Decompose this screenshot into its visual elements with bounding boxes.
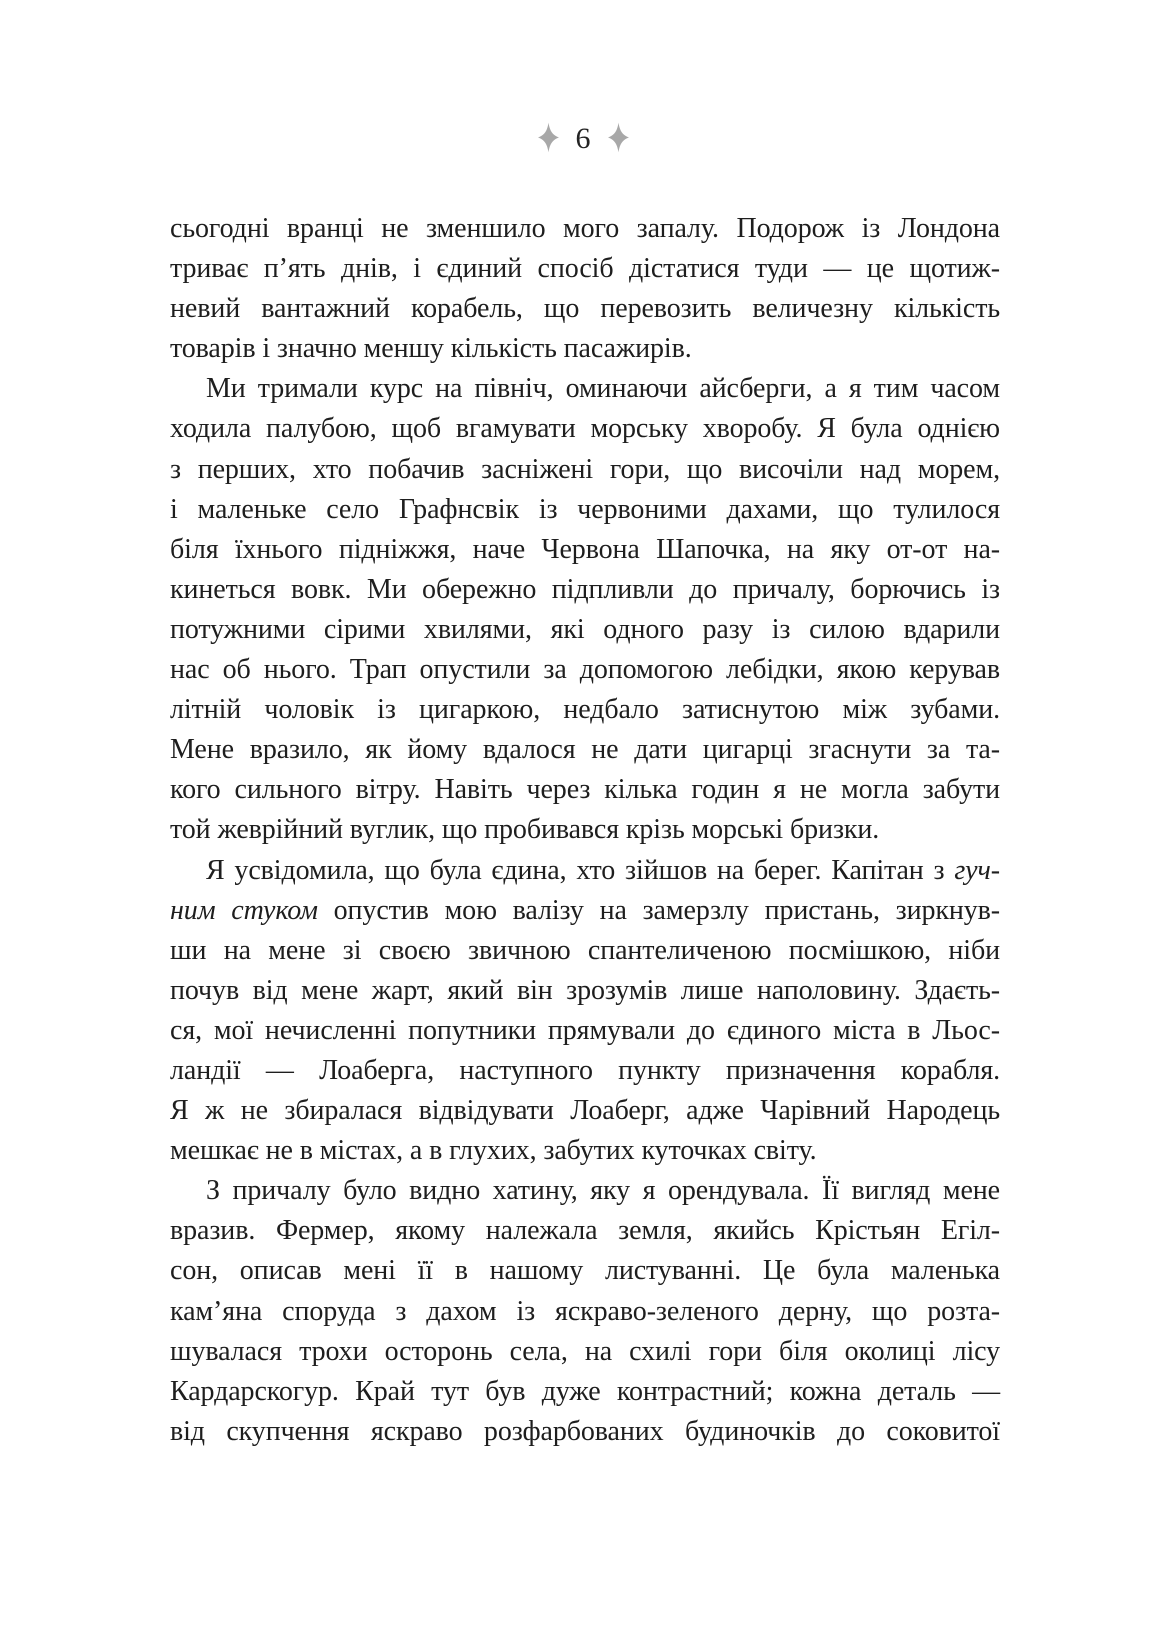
text-line	[170, 490, 1000, 530]
text-line	[170, 810, 1000, 850]
body-text: той жеврійний вуглик, що пробивався крізь морські бризки.	[170, 814, 880, 846]
text-line	[170, 1091, 1000, 1131]
body-text: Кардарскогур. Край тут був дуже контрастний; кожна деталь —	[170, 1375, 1000, 1407]
body-text: літній чоловік із цигаркою, недбало затиснутою між зубами.	[170, 694, 1000, 726]
body-text: мешкає не в містах, а в глухих, забутих куточках світу.	[170, 1135, 817, 1167]
body-text: з перших, хто побачив засніжені гори, що височіли над морем,	[170, 453, 1000, 485]
text-line	[170, 409, 1000, 449]
text-line	[170, 931, 1000, 971]
body-text: сон, описав мені її в нашому листуванні. Це була маленька	[170, 1255, 1000, 1287]
body-text: ландії — Лоаберга, наступного пункту призначення корабля.	[170, 1054, 1000, 1086]
text-line	[170, 1251, 1000, 1291]
text-line	[170, 891, 1000, 931]
text-line	[170, 249, 1000, 289]
text-line	[170, 1332, 1000, 1372]
body-text: Я ж не збиралася відвідувати Лоаберг, адже Чарівний Народець	[170, 1095, 1000, 1127]
text-line	[170, 369, 1000, 409]
page-body	[170, 209, 1000, 1452]
text-line	[170, 730, 1000, 770]
text-line	[170, 1051, 1000, 1091]
body-text: біля їхнього підніжжя, наче Червона Шапочка, на яку от-от на-	[170, 533, 1000, 565]
body-text: і маленьке село Графнсвік із червоними дахами, що тулилося	[170, 493, 1000, 525]
body-text: вразив. Фермер, якому належала земля, якийсь Крістьян Егіл-	[170, 1215, 1000, 1247]
body-text: невий вантажний корабель, що перевозить величезну кількість	[170, 293, 1000, 325]
body-text: почув від мене жарт, який він зрозумів лише наполовину. Здаєть-	[170, 974, 1000, 1006]
body-text: шувалася трохи осторонь села, на схилі гори біля околиці лісу	[170, 1335, 1000, 1367]
body-text: ся, мої нечисленні попутники прямували до єдиного міста в Льос-	[170, 1014, 1000, 1046]
text-line	[170, 209, 1000, 249]
text-line	[170, 770, 1000, 810]
text-line	[170, 1011, 1000, 1051]
star-left-icon	[538, 122, 559, 153]
text-line	[170, 851, 1000, 891]
text-line	[170, 1412, 1000, 1452]
text-line	[170, 650, 1000, 690]
text-line	[170, 530, 1000, 570]
body-text: товарів і значно меншу кількість пасажирів.	[170, 333, 692, 365]
text-line	[170, 450, 1000, 490]
body-text: З причалу було видно хатину, яку я орендувала. Її вигляд мене	[206, 1175, 1000, 1207]
body-text: кого сильного вітру. Навіть через кілька годин я не могла забути	[170, 774, 1000, 806]
body-text: від скупчення яскраво розфарбованих будиночків до соковитої	[170, 1415, 1000, 1447]
star-right-icon	[608, 122, 629, 153]
page-header	[0, 121, 1166, 154]
text-line	[170, 1131, 1000, 1171]
text-line	[170, 570, 1000, 610]
body-text: Ми тримали курс на північ, оминаючи айсберги, а я тим часом	[206, 373, 1000, 405]
body-text: кам’яна споруда з дахом із яскраво-зеленого дерну, що розта-	[170, 1295, 1000, 1327]
text-line	[170, 1292, 1000, 1332]
text-line	[170, 971, 1000, 1011]
page-number: 6	[575, 122, 591, 155]
text-line	[170, 690, 1000, 730]
text-line	[170, 289, 1000, 329]
italic-text: ним стуком	[170, 894, 318, 926]
body-text: сьогодні вранці не зменшило мого запалу. Подорож із Лондона	[170, 213, 1000, 244]
body-text: нас об нього. Трап опустили за допомогою лебідки, якою керував	[170, 654, 1000, 686]
body-text: ши на мене зі своєю звичною спантеличеною посмішкою, ніби	[170, 934, 1000, 966]
body-text: триває п’ять днів, і єдиний спосіб дістатися туди — це щотиж-	[170, 253, 1000, 285]
text-line	[170, 1372, 1000, 1412]
body-text: опустив мою валізу на замерзлу пристань, зиркнув-	[317, 894, 1000, 926]
body-text: Я усвідомила, що була єдина, хто зійшов на берег. Капітан з	[206, 854, 955, 886]
body-text: потужними сірими хвилями, які одного разу із силою вдарили	[170, 613, 1000, 645]
body-text: ходила палубою, щоб вгамувати морську хворобу. Я була однією	[170, 413, 1000, 445]
italic-text: гуч-	[954, 854, 1000, 886]
text-line	[170, 1171, 1000, 1211]
text-line	[170, 1211, 1000, 1251]
text-line	[170, 610, 1000, 650]
body-text: Мене вразило, як йому вдалося не дати цигарці згаснути за та-	[170, 734, 1000, 766]
body-text: кинеться вовк. Ми обережно підпливли до причалу, борючись із	[170, 573, 1000, 605]
text-line	[170, 329, 1000, 369]
